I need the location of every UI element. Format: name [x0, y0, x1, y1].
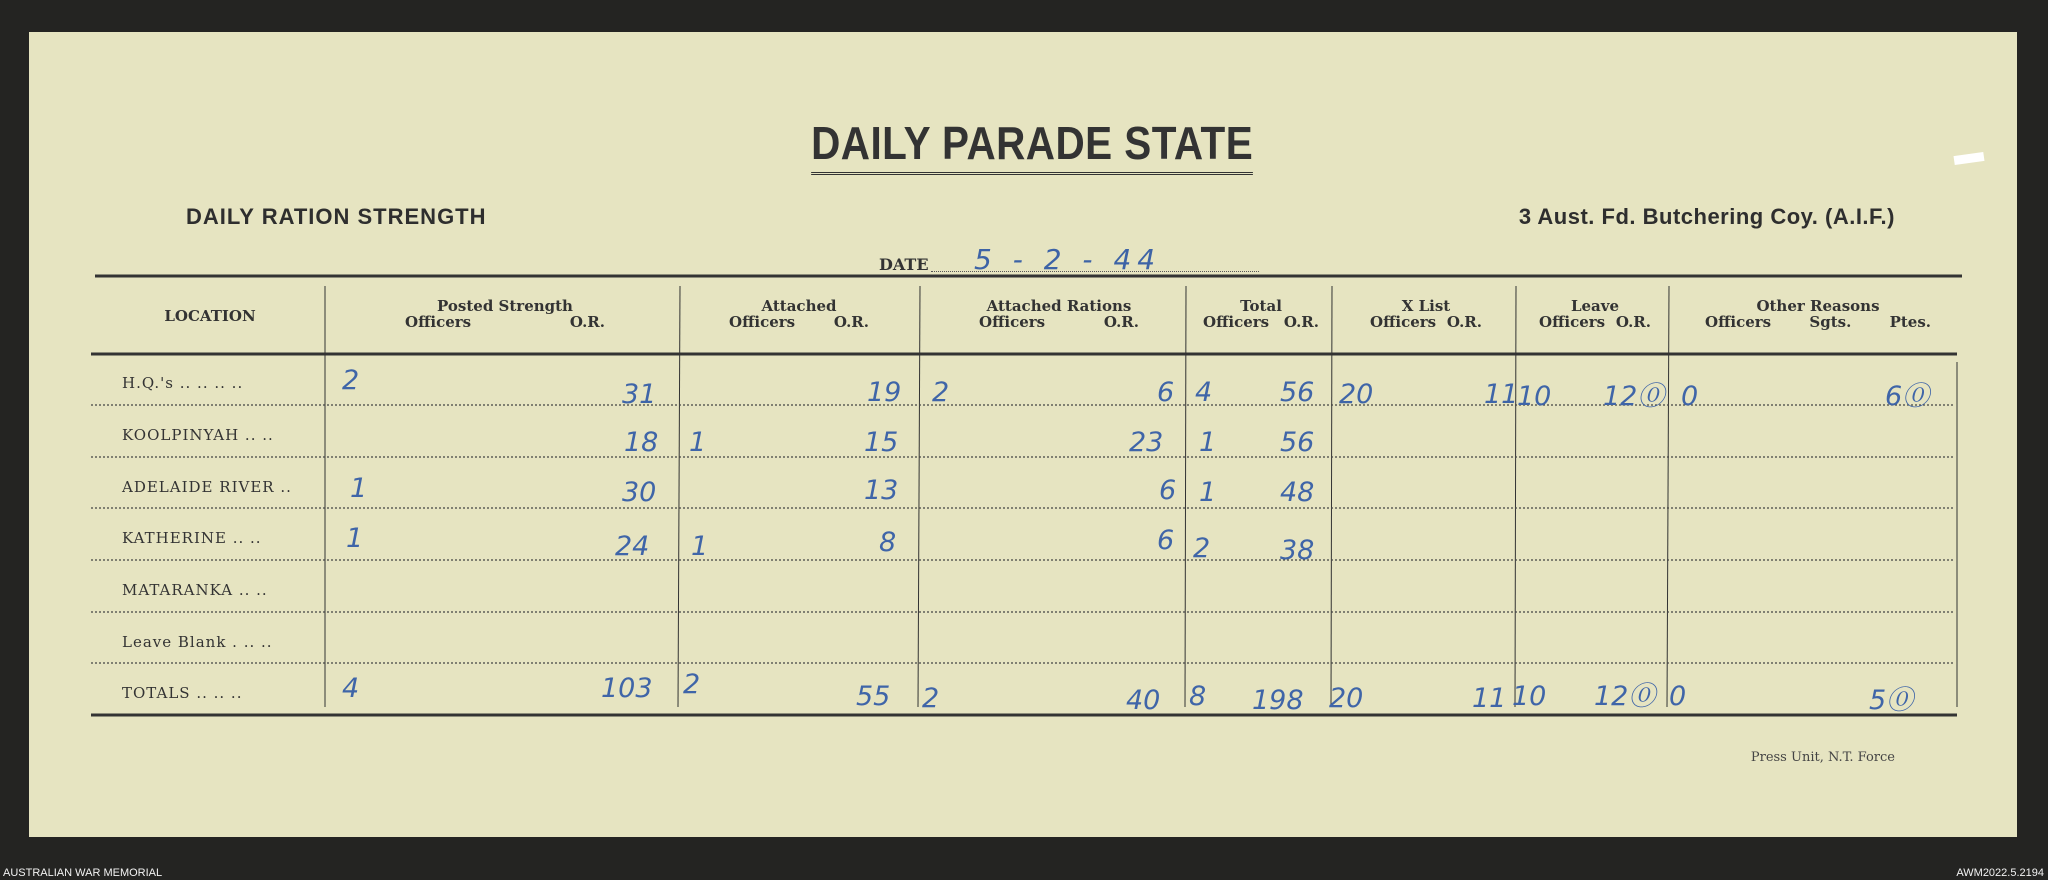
- koolpinyah-attached-officers: 1: [689, 427, 707, 458]
- date-field: [879, 243, 1259, 276]
- koolpinyah-total-or: 56: [1280, 427, 1315, 458]
- col-rations-header: Attached Rations Officers O.R.: [979, 297, 1139, 331]
- koolpinyah-total-officers: 1: [1199, 427, 1217, 458]
- totals-posted-officers: 4: [342, 673, 360, 704]
- totals-total-or: 198: [1252, 685, 1304, 716]
- date-value: 5 - 2 - 44: [974, 243, 1162, 276]
- col-total-header: Total Officers O.R.: [1203, 297, 1319, 331]
- hq-posted-or: 31: [622, 379, 657, 410]
- hq-rations-officers: 2: [932, 377, 950, 408]
- totals-rations-or: 40: [1126, 685, 1161, 716]
- date-label: DATE: [879, 255, 929, 274]
- adelaide-posted-officers: 1: [350, 473, 368, 504]
- totals-rations-officers: 2: [922, 683, 940, 714]
- hq-leave-or: 12⓪: [1603, 381, 1665, 412]
- col-posted-header: Posted Strength Officers O.R.: [405, 297, 605, 331]
- hq-rations-or: 6: [1157, 377, 1175, 408]
- page-title: DAILY PARADE STATE: [29, 116, 2035, 175]
- totals-leave-officers: 10: [1512, 681, 1547, 712]
- adelaide-total-or: 48: [1280, 477, 1315, 508]
- koolpinyah-rations-or: 23: [1129, 427, 1164, 458]
- katherine-rations-or: 6: [1157, 525, 1175, 556]
- katherine-posted-or: 24: [615, 531, 650, 562]
- totals-xlist-or: 11: [1472, 683, 1507, 714]
- row-label-totals: TOTALS .. .. ..: [122, 684, 243, 702]
- hq-total-officers: 4: [1195, 377, 1213, 408]
- adelaide-total-officers: 1: [1199, 477, 1217, 508]
- hq-total-or: 56: [1280, 377, 1315, 408]
- totals-other-officers: 0: [1669, 681, 1687, 712]
- row-label-leave-blank: Leave Blank . .. ..: [122, 633, 273, 651]
- footer-credit: AUSTRALIAN WAR MEMORIAL: [3, 867, 163, 879]
- footer-reference: AWM2022.5.2194: [1956, 867, 2044, 879]
- hq-leave-officers: 10: [1517, 381, 1552, 412]
- koolpinyah-attached-or: 15: [864, 427, 899, 458]
- totals-other-ptes: 5⓪: [1869, 685, 1914, 716]
- row-label-mataranka: MATARANKA .. ..: [122, 581, 268, 599]
- col-leave-header: Leave Officers O.R.: [1539, 297, 1651, 331]
- totals-total-officers: 8: [1189, 681, 1207, 712]
- col-other-header: Other Reasons Officers Sgts. Ptes.: [1705, 297, 1931, 331]
- katherine-attached-or: 8: [879, 527, 897, 558]
- ration-strength-heading: DAILY RATION STRENGTH: [186, 204, 487, 229]
- row-label-adelaide-river: ADELAIDE RIVER ..: [122, 478, 292, 496]
- col-location-header: LOCATION: [164, 307, 256, 325]
- hq-other-officers: 0: [1681, 381, 1699, 412]
- katherine-posted-officers: 1: [346, 523, 364, 554]
- adelaide-attached-or: 13: [864, 475, 899, 506]
- koolpinyah-posted-or: 18: [624, 427, 659, 458]
- hq-posted-officers: 2: [342, 365, 360, 396]
- totals-xlist-officers: 20: [1329, 683, 1364, 714]
- row-label-hq: H.Q.'s .. .. .. ..: [122, 374, 244, 392]
- col-xlist-header: X List Officers O.R.: [1370, 297, 1482, 331]
- hq-other-ptes: 6⓪: [1885, 381, 1930, 412]
- katherine-total-officers: 2: [1193, 533, 1211, 564]
- totals-attached-or: 55: [856, 681, 891, 712]
- press-unit-note: Press Unit, N.T. Force: [1750, 750, 1895, 765]
- katherine-attached-officers: 1: [691, 531, 709, 562]
- col-attached-header: Attached Officers O.R.: [729, 297, 869, 331]
- hq-attached-or: 19: [867, 377, 902, 408]
- unit-heading: 3 Aust. Fd. Butchering Coy. (A.I.F.): [1518, 204, 1895, 229]
- totals-attached-officers: 2: [683, 669, 701, 700]
- katherine-total-or: 38: [1280, 535, 1315, 566]
- adelaide-posted-or: 30: [622, 477, 657, 508]
- row-label-katherine: KATHERINE .. ..: [122, 529, 262, 547]
- row-label-koolpinyah: KOOLPINYAH .. ..: [122, 426, 274, 444]
- totals-leave-or: 12⓪: [1594, 681, 1656, 712]
- hq-xlist-officers: 20: [1339, 379, 1374, 410]
- hq-xlist-or: 11: [1484, 379, 1519, 410]
- parade-state-form: [29, 32, 2017, 837]
- totals-posted-or: 103: [601, 673, 653, 704]
- adelaide-rations-or: 6: [1159, 475, 1177, 506]
